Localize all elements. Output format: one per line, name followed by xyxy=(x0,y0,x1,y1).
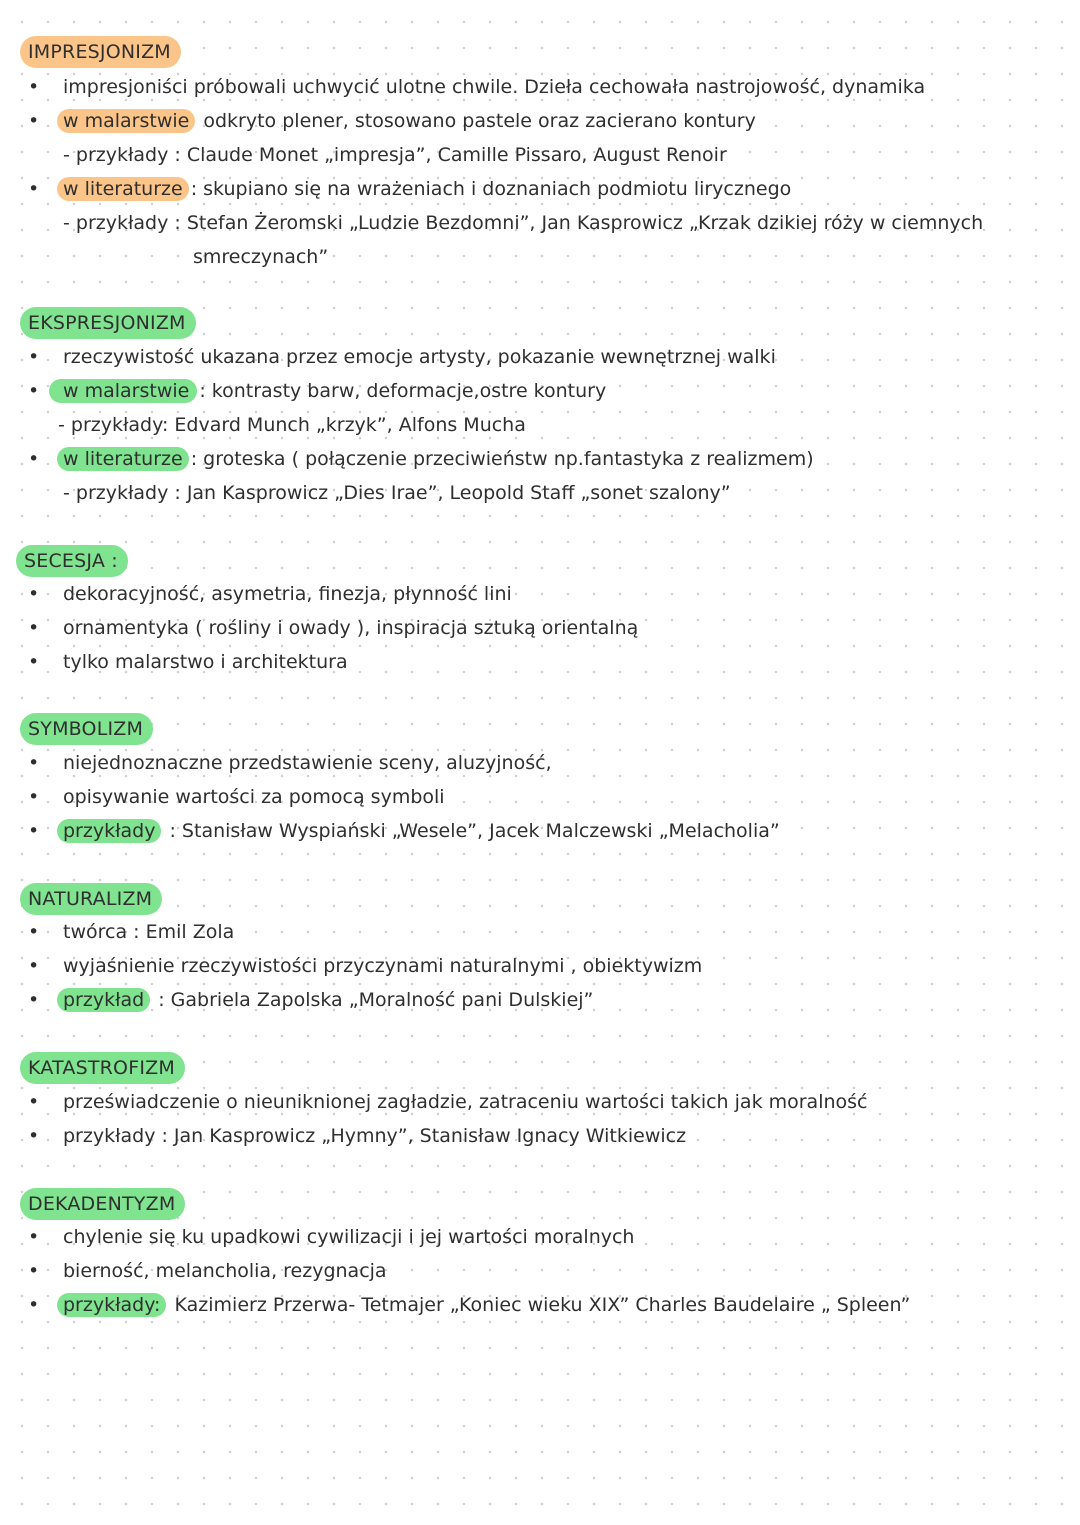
bullet-icon: • xyxy=(28,380,40,402)
item-text: : kontrasty barw, deformacje,ostre kontury xyxy=(199,380,607,402)
sub-item-text: - przykłady : Jan Kasprowicz „Dies Irae”, Leopold Staff „sonet szalony” xyxy=(63,482,731,504)
section-title: SYMBOLIZM xyxy=(20,713,153,745)
bullet-icon: • xyxy=(28,921,40,943)
highlight-label: w literaturze xyxy=(57,177,189,201)
highlight-label: przykłady xyxy=(57,819,161,843)
section-title: IMPRESJONIZM xyxy=(20,36,181,68)
section-title: NATURALIZM xyxy=(20,883,162,915)
item-text: tylko malarstwo i architektura xyxy=(63,651,348,673)
section-title: SECESJA : xyxy=(16,545,128,577)
item-text: twórca : Emil Zola xyxy=(63,921,235,943)
bullet-icon: • xyxy=(28,1091,40,1113)
section-title: EKSPRESJONIZM xyxy=(20,307,196,339)
highlight-label: przykład xyxy=(57,988,150,1012)
item-text: dekoracyjność, asymetria, finezja, płynność lini xyxy=(63,583,512,605)
bullet-icon: • xyxy=(28,955,40,977)
item-text: : Stanisław Wyspiański „Wesele”, Jacek Malczewski „Melacholia” xyxy=(163,820,780,842)
item-text: : skupiano się na wrażeniach i doznaniach podmiotu lirycznego xyxy=(190,178,792,200)
item-text: chylenie się ku upadkowi cywilizacji i jej wartości moralnych xyxy=(63,1226,635,1248)
highlight-label: w malarstwie xyxy=(49,379,197,403)
item-text: odkryto plener, stosowano pastele oraz zacierano kontury xyxy=(197,110,756,132)
bullet-icon: • xyxy=(28,110,40,132)
bullet-icon: • xyxy=(28,617,40,639)
bullet-icon: • xyxy=(28,1125,40,1147)
sub-item-text: - przykłady : Stefan Żeromski „Ludzie Bezdomni”, Jan Kasprowicz „Krzak dzikiej róży w ciemnych xyxy=(63,212,984,234)
item-text: przykłady : Jan Kasprowicz „Hymny”, Stanisław Ignacy Witkiewicz xyxy=(63,1125,687,1147)
section-title: KATASTROFIZM xyxy=(20,1052,185,1084)
item-text: Kazimierz Przerwa- Tetmajer „Koniec wieku XIX” Charles Baudelaire „ Spleen” xyxy=(168,1294,911,1316)
bullet-icon: • xyxy=(28,583,40,605)
bullet-icon: • xyxy=(28,1294,40,1316)
sub-item-text: - przykłady: Edvard Munch „krzyk”, Alfons Mucha xyxy=(58,414,526,436)
highlight-label: w literaturze xyxy=(57,447,189,471)
item-text: : Gabriela Zapolska „Moralność pani Dulskiej” xyxy=(152,989,594,1011)
item-text: niejednoznaczne przedstawienie sceny, aluzyjność, xyxy=(63,752,552,774)
sub-item-text: - przykłady : Claude Monet „impresja”, Camille Pissaro, August Renoir xyxy=(63,144,727,166)
item-text: opisywanie wartości za pomocą symboli xyxy=(63,786,445,808)
item-text: przeświadczenie o nieuniknionej zagładzie, zatraceniu wartości takich jak moralność xyxy=(63,1091,868,1113)
bullet-icon: • xyxy=(28,786,40,808)
bullet-icon: • xyxy=(28,178,40,200)
item-text: wyjaśnienie rzeczywistości przyczynami naturalnymi , obiektywizm xyxy=(63,955,703,977)
bullet-icon: • xyxy=(28,820,40,842)
bullet-icon: • xyxy=(28,1226,40,1248)
highlight-label: w malarstwie xyxy=(57,109,195,133)
bullet-icon: • xyxy=(28,752,40,774)
item-text: impresjoniści próbowali uchwycić ulotne chwile. Dzieła cechowała nastrojowość, dynamika xyxy=(63,76,926,98)
sub-item-text: smreczynach” xyxy=(193,246,329,268)
bullet-icon: • xyxy=(28,651,40,673)
item-text: rzeczywistość ukazana przez emocje artysty, pokazanie wewnętrznej walki xyxy=(63,346,776,368)
bullet-icon: • xyxy=(28,989,40,1011)
bullet-icon: • xyxy=(28,448,40,470)
highlight-label: przykłady: xyxy=(57,1293,166,1317)
item-text: ornamentyka ( rośliny i owady ), inspiracja sztuką orientalną xyxy=(63,617,639,639)
bullet-icon: • xyxy=(28,76,40,98)
item-text: : groteska ( połączenie przeciwieństw np.fantastyka z realizmem) xyxy=(190,448,814,470)
bullet-icon: • xyxy=(28,1260,40,1282)
bullet-icon: • xyxy=(28,346,40,368)
section-title: DEKADENTYZM xyxy=(20,1188,185,1220)
item-text: bierność, melancholia, rezygnacja xyxy=(63,1260,387,1282)
